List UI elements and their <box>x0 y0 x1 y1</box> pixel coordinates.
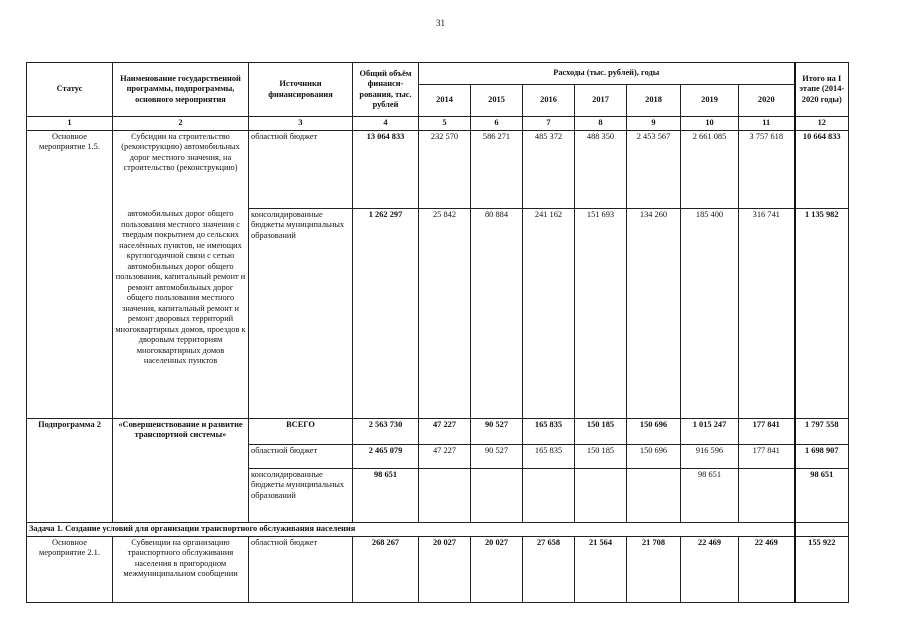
year-value <box>575 468 627 522</box>
year-value: 22 469 <box>681 536 739 602</box>
year-value: 20 027 <box>419 536 471 602</box>
source-cell: консолидированные бюджеты муниципальных образований <box>249 468 353 522</box>
name-cell: Субсидии на строительство (реконструкцию) автомобильных дорог местного значения, на строительство (реконструкцию) <box>113 130 249 208</box>
table-row <box>27 418 849 444</box>
table-row <box>27 208 849 418</box>
source-cell: консолидированные бюджеты муниципальных образований <box>249 208 353 418</box>
name-cell: «Совершенствование и развитие транспортной системы» <box>113 418 249 522</box>
task-row <box>27 522 849 536</box>
year-value: 2 661 085 <box>681 130 739 208</box>
page-number: 31 <box>436 18 445 28</box>
year-value <box>739 468 795 522</box>
year-value: 185 400 <box>681 208 739 418</box>
year-value: 586 271 <box>471 130 523 208</box>
year-value: 47 227 <box>419 444 471 468</box>
year-value: 21 708 <box>627 536 681 602</box>
year-value: 485 372 <box>523 130 575 208</box>
column-number: 12 <box>795 117 849 131</box>
year-value: 488 350 <box>575 130 627 208</box>
column-number: 1 <box>27 117 113 131</box>
header-expenses: Расходы (тыс. рублей), годы <box>419 63 795 85</box>
header-status: Статус <box>27 63 113 117</box>
year-value: 2 453 567 <box>627 130 681 208</box>
header-year: 2017 <box>575 85 627 117</box>
total-cell: 2 563 730 <box>353 418 419 444</box>
year-value: 20 027 <box>471 536 523 602</box>
stage-total-cell: 1 797 558 <box>795 418 849 444</box>
column-number: 4 <box>353 117 419 131</box>
column-number: 9 <box>627 117 681 131</box>
stage-total-cell: 155 922 <box>795 536 849 602</box>
status-cell: Основное мероприятие 1.5. <box>27 130 113 418</box>
header-year: 2014 <box>419 85 471 117</box>
column-number: 6 <box>471 117 523 131</box>
header-name: Наименование государственной программы, подпрограммы, основного мероприятия <box>113 63 249 117</box>
year-value: 150 185 <box>575 444 627 468</box>
year-value: 165 835 <box>523 444 575 468</box>
total-cell: 13 064 833 <box>353 130 419 208</box>
header-year: 2018 <box>627 85 681 117</box>
column-number-row <box>27 117 849 131</box>
task-empty-cell <box>795 522 849 536</box>
year-value: 916 596 <box>681 444 739 468</box>
column-number: 2 <box>113 117 249 131</box>
name-cell: автомобильных дорог общего пользования местного значения с твердым покрытием до сельских населённых пунктов, не имеющих круглогодичной связи с сетью автомобильных дорог общего пользования, капитальный ремонт и ремонт автомобильных дорог общего пользования местного значения, капитальный ремонт и ремонт дворовых территорий многоквартирных домов, проездов к дворовым территориям многоквартирных домов населенных пунктов <box>113 208 249 418</box>
source-cell: ВСЕГО <box>249 418 353 444</box>
header-year: 2015 <box>471 85 523 117</box>
year-value: 150 696 <box>627 444 681 468</box>
year-value: 150 696 <box>627 418 681 444</box>
year-value: 1 015 247 <box>681 418 739 444</box>
header-year: 2019 <box>681 85 739 117</box>
year-value: 90 527 <box>471 444 523 468</box>
stage-total-cell: 1 135 982 <box>795 208 849 418</box>
column-number: 7 <box>523 117 575 131</box>
total-cell: 1 262 297 <box>353 208 419 418</box>
year-value: 316 741 <box>739 208 795 418</box>
stage-total-cell: 98 651 <box>795 468 849 522</box>
year-value: 27 658 <box>523 536 575 602</box>
total-cell: 2 465 079 <box>353 444 419 468</box>
year-value <box>471 468 523 522</box>
status-cell: Основное мероприятие 2.1. <box>27 536 113 602</box>
column-number: 3 <box>249 117 353 131</box>
budget-table <box>26 62 849 603</box>
year-value: 21 564 <box>575 536 627 602</box>
year-value: 151 693 <box>575 208 627 418</box>
year-value: 80 884 <box>471 208 523 418</box>
column-number: 11 <box>739 117 795 131</box>
year-value: 134 260 <box>627 208 681 418</box>
header-year: 2016 <box>523 85 575 117</box>
total-cell: 268 267 <box>353 536 419 602</box>
header-stage-total: Итого на I этапе (2014-2020 годы) <box>795 63 849 117</box>
source-cell: областной бюджет <box>249 536 353 602</box>
stage-total-cell: 1 698 907 <box>795 444 849 468</box>
year-value: 177 841 <box>739 418 795 444</box>
source-cell: областной бюджет <box>249 444 353 468</box>
year-value: 165 835 <box>523 418 575 444</box>
table-row <box>27 130 849 208</box>
header-total: Общий объём финанси-рования, тыс. рублей <box>353 63 419 117</box>
year-value: 90 527 <box>471 418 523 444</box>
task-title: Задача 1. Создание условий для организации транспортного обслуживания населения <box>27 522 795 536</box>
year-value <box>419 468 471 522</box>
year-value: 22 469 <box>739 536 795 602</box>
name-cell: Субвенции на организацию транспортного обслуживания населения в пригородном межмуниципальном сообщении <box>113 536 249 602</box>
year-value: 25 842 <box>419 208 471 418</box>
column-number: 8 <box>575 117 627 131</box>
status-cell: Подпрограмма 2 <box>27 418 113 522</box>
year-value: 98 651 <box>681 468 739 522</box>
column-number: 5 <box>419 117 471 131</box>
year-value: 3 757 618 <box>739 130 795 208</box>
header-year: 2020 <box>739 85 795 117</box>
year-value: 232 570 <box>419 130 471 208</box>
total-cell: 98 651 <box>353 468 419 522</box>
column-number: 10 <box>681 117 739 131</box>
year-value <box>627 468 681 522</box>
year-value: 177 841 <box>739 444 795 468</box>
stage-total-cell: 10 664 833 <box>795 130 849 208</box>
year-value: 150 185 <box>575 418 627 444</box>
year-value: 241 162 <box>523 208 575 418</box>
year-value <box>523 468 575 522</box>
source-cell: областной бюджет <box>249 130 353 208</box>
table-row <box>27 536 849 602</box>
year-value: 47 227 <box>419 418 471 444</box>
header-source: Источники финансирования <box>249 63 353 117</box>
